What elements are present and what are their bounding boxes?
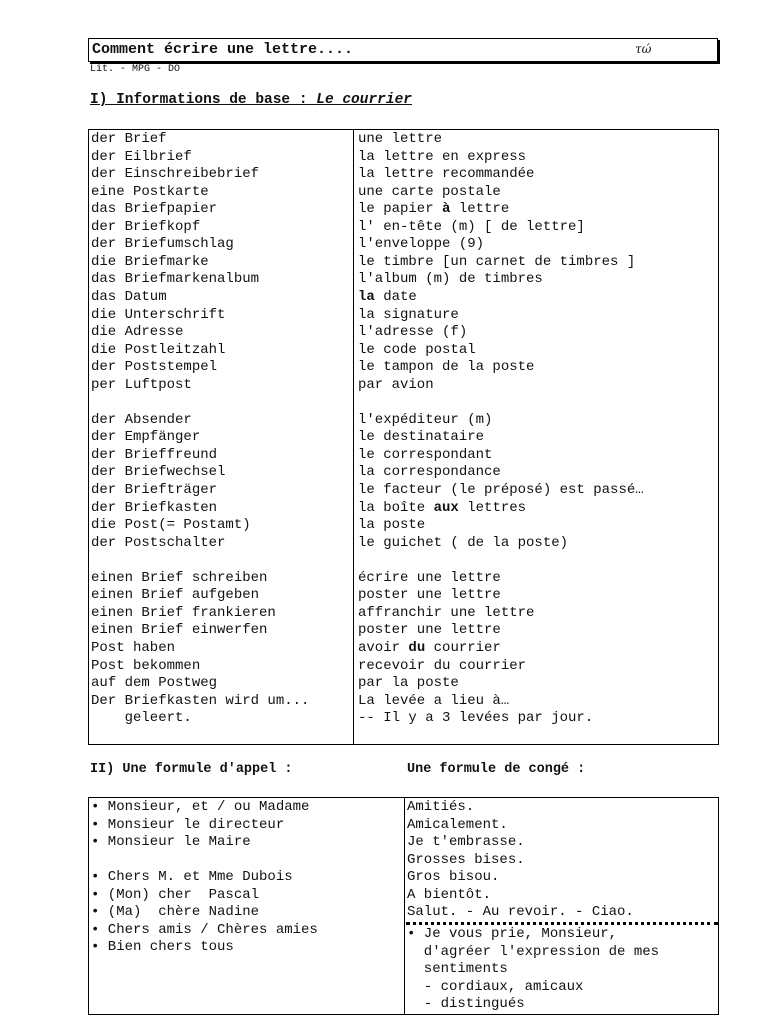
formules-table: [88, 797, 719, 1015]
french-term: affranchir une lettre: [358, 604, 535, 621]
column-divider: [404, 798, 405, 1014]
conge-formal-line: - cordiaux, amicaux: [407, 978, 584, 995]
dotted-separator: [406, 922, 718, 925]
french-term: -- Il y a 3 levées par jour.: [358, 710, 594, 727]
page-title: Comment écrire une lettre....: [92, 41, 354, 58]
appel-item: • Chers amis / Chères amies: [91, 921, 318, 938]
french-term: une lettre: [358, 131, 443, 147]
appel-item: • Monsieur le Maire: [91, 834, 251, 850]
appel-item: • Monsieur le directeur: [91, 816, 285, 833]
column-divider: [353, 130, 354, 744]
german-term: der Brieffreund: [91, 446, 218, 463]
french-term: la boîte aux lettres: [358, 499, 527, 516]
french-term: recevoir du courrier: [358, 657, 527, 674]
german-term: geleert.: [91, 710, 192, 727]
french-term: une carte postale: [358, 183, 501, 200]
french-term: la lettre recommandée: [358, 166, 535, 183]
conge-item: Amitiés.: [407, 799, 475, 815]
german-term: das Datum: [91, 288, 167, 305]
vocab-table: [88, 129, 719, 745]
french-term: la lettre en express: [358, 148, 527, 165]
french-term: le destinataire: [358, 429, 485, 446]
section1-heading-topic: Le courrier: [316, 92, 412, 108]
german-term: der Absender: [91, 411, 192, 428]
german-term: der Briefträger: [91, 482, 218, 498]
appel-item: • (Mon) cher Pascal: [91, 886, 260, 903]
appel-item: • Bien chers tous: [91, 939, 234, 955]
german-term: Der Briefkasten wird um...: [91, 692, 310, 709]
german-term: die Briefmarke: [91, 253, 209, 270]
conge-heading: Une formule de congé :: [407, 762, 586, 777]
german-term: der Einschreibebrief: [91, 166, 260, 183]
german-term: der Poststempel: [91, 359, 218, 376]
german-term: die Postleitzahl: [91, 341, 226, 358]
french-term: la signature: [358, 306, 459, 323]
french-term: le guichet ( de la poste): [358, 534, 569, 551]
french-term: poster une lettre: [358, 587, 501, 604]
french-term: le code postal: [358, 341, 476, 358]
german-term: das Briefpapier: [91, 201, 218, 218]
french-term: l'expéditeur (m): [358, 411, 493, 428]
french-term: par avion: [358, 376, 434, 393]
german-term: der Eilbrief: [91, 148, 192, 165]
french-term: l'adresse (f): [358, 324, 468, 341]
french-term: poster une lettre: [358, 622, 501, 639]
german-term: das Briefmarkenalbum: [91, 271, 260, 288]
german-term: der Postschalter: [91, 534, 226, 551]
french-term: l'album (m) de timbres: [358, 271, 543, 288]
french-term: le tampon de la poste: [358, 359, 535, 376]
french-term: par la poste: [358, 675, 459, 692]
german-term: Post bekommen: [91, 657, 201, 674]
german-term: die Post(= Postamt): [91, 517, 251, 534]
german-term: per Luftpost: [91, 376, 192, 393]
german-term: einen Brief schreiben: [91, 569, 268, 586]
appel-heading: II) Une formule d'appel :: [90, 762, 293, 777]
conge-item: Grosses bises.: [407, 851, 525, 868]
german-term: der Brief: [91, 131, 167, 147]
french-term: la date: [358, 288, 417, 305]
subtitle: Lit. - MPG - DO: [90, 64, 181, 75]
conge-formal-line: d'agréer l'expression de mes: [407, 943, 660, 960]
appel-item: • Chers M. et Mme Dubois: [91, 869, 293, 885]
title-box: [88, 38, 718, 62]
german-term: der Briefwechsel: [91, 464, 226, 481]
french-term: la poste: [358, 517, 426, 534]
french-term: avoir du courrier: [358, 639, 501, 656]
german-term: einen Brief aufgeben: [91, 587, 260, 604]
french-term: le correspondant: [358, 446, 493, 463]
appel-item: • (Ma) chère Nadine: [91, 904, 260, 920]
german-term: Post haben: [91, 639, 176, 656]
conge-item: Salut. - Au revoir. - Ciao.: [407, 904, 634, 920]
conge-item: Amicalement.: [407, 816, 508, 833]
french-term: La levée a lieu à…: [358, 692, 510, 709]
german-term: der Briefkopf: [91, 218, 201, 235]
appel-item: • Monsieur, et / ou Madame: [91, 799, 310, 815]
french-term: écrire une lettre: [358, 569, 501, 586]
german-term: eine Postkarte: [91, 183, 209, 200]
conge-item: Gros bisou.: [407, 869, 500, 885]
german-term: die Unterschrift: [91, 306, 226, 323]
conge-formal-line: sentiments: [407, 961, 508, 977]
section1-heading-prefix: I) Informations de base :: [90, 92, 308, 108]
conge-item: A bientôt.: [407, 886, 492, 903]
german-term: der Briefkasten: [91, 499, 218, 516]
german-term: die Adresse: [91, 324, 184, 341]
german-term: der Empfänger: [91, 429, 201, 446]
french-term: le facteur (le préposé) est passé…: [358, 482, 644, 498]
french-term: la correspondance: [358, 464, 501, 481]
french-term: l'enveloppe (9): [358, 236, 485, 253]
conge-item: Je t'embrasse.: [407, 834, 525, 850]
conge-formal-line: • Je vous prie, Monsieur,: [407, 926, 618, 942]
german-term: auf dem Postweg: [91, 675, 218, 692]
section1-heading: [90, 92, 412, 108]
german-term: einen Brief einwerfen: [91, 622, 268, 639]
handwritten-mark: τώ: [635, 42, 652, 56]
german-term: einen Brief frankieren: [91, 604, 276, 621]
conge-formal-line: - distingués: [407, 996, 525, 1012]
french-term: l' en-tête (m) [ de lettre]: [358, 218, 585, 235]
french-term: le papier à lettre: [358, 201, 510, 218]
french-term: le timbre [un carnet de timbres ]: [358, 253, 636, 270]
german-term: der Briefumschlag: [91, 236, 234, 253]
